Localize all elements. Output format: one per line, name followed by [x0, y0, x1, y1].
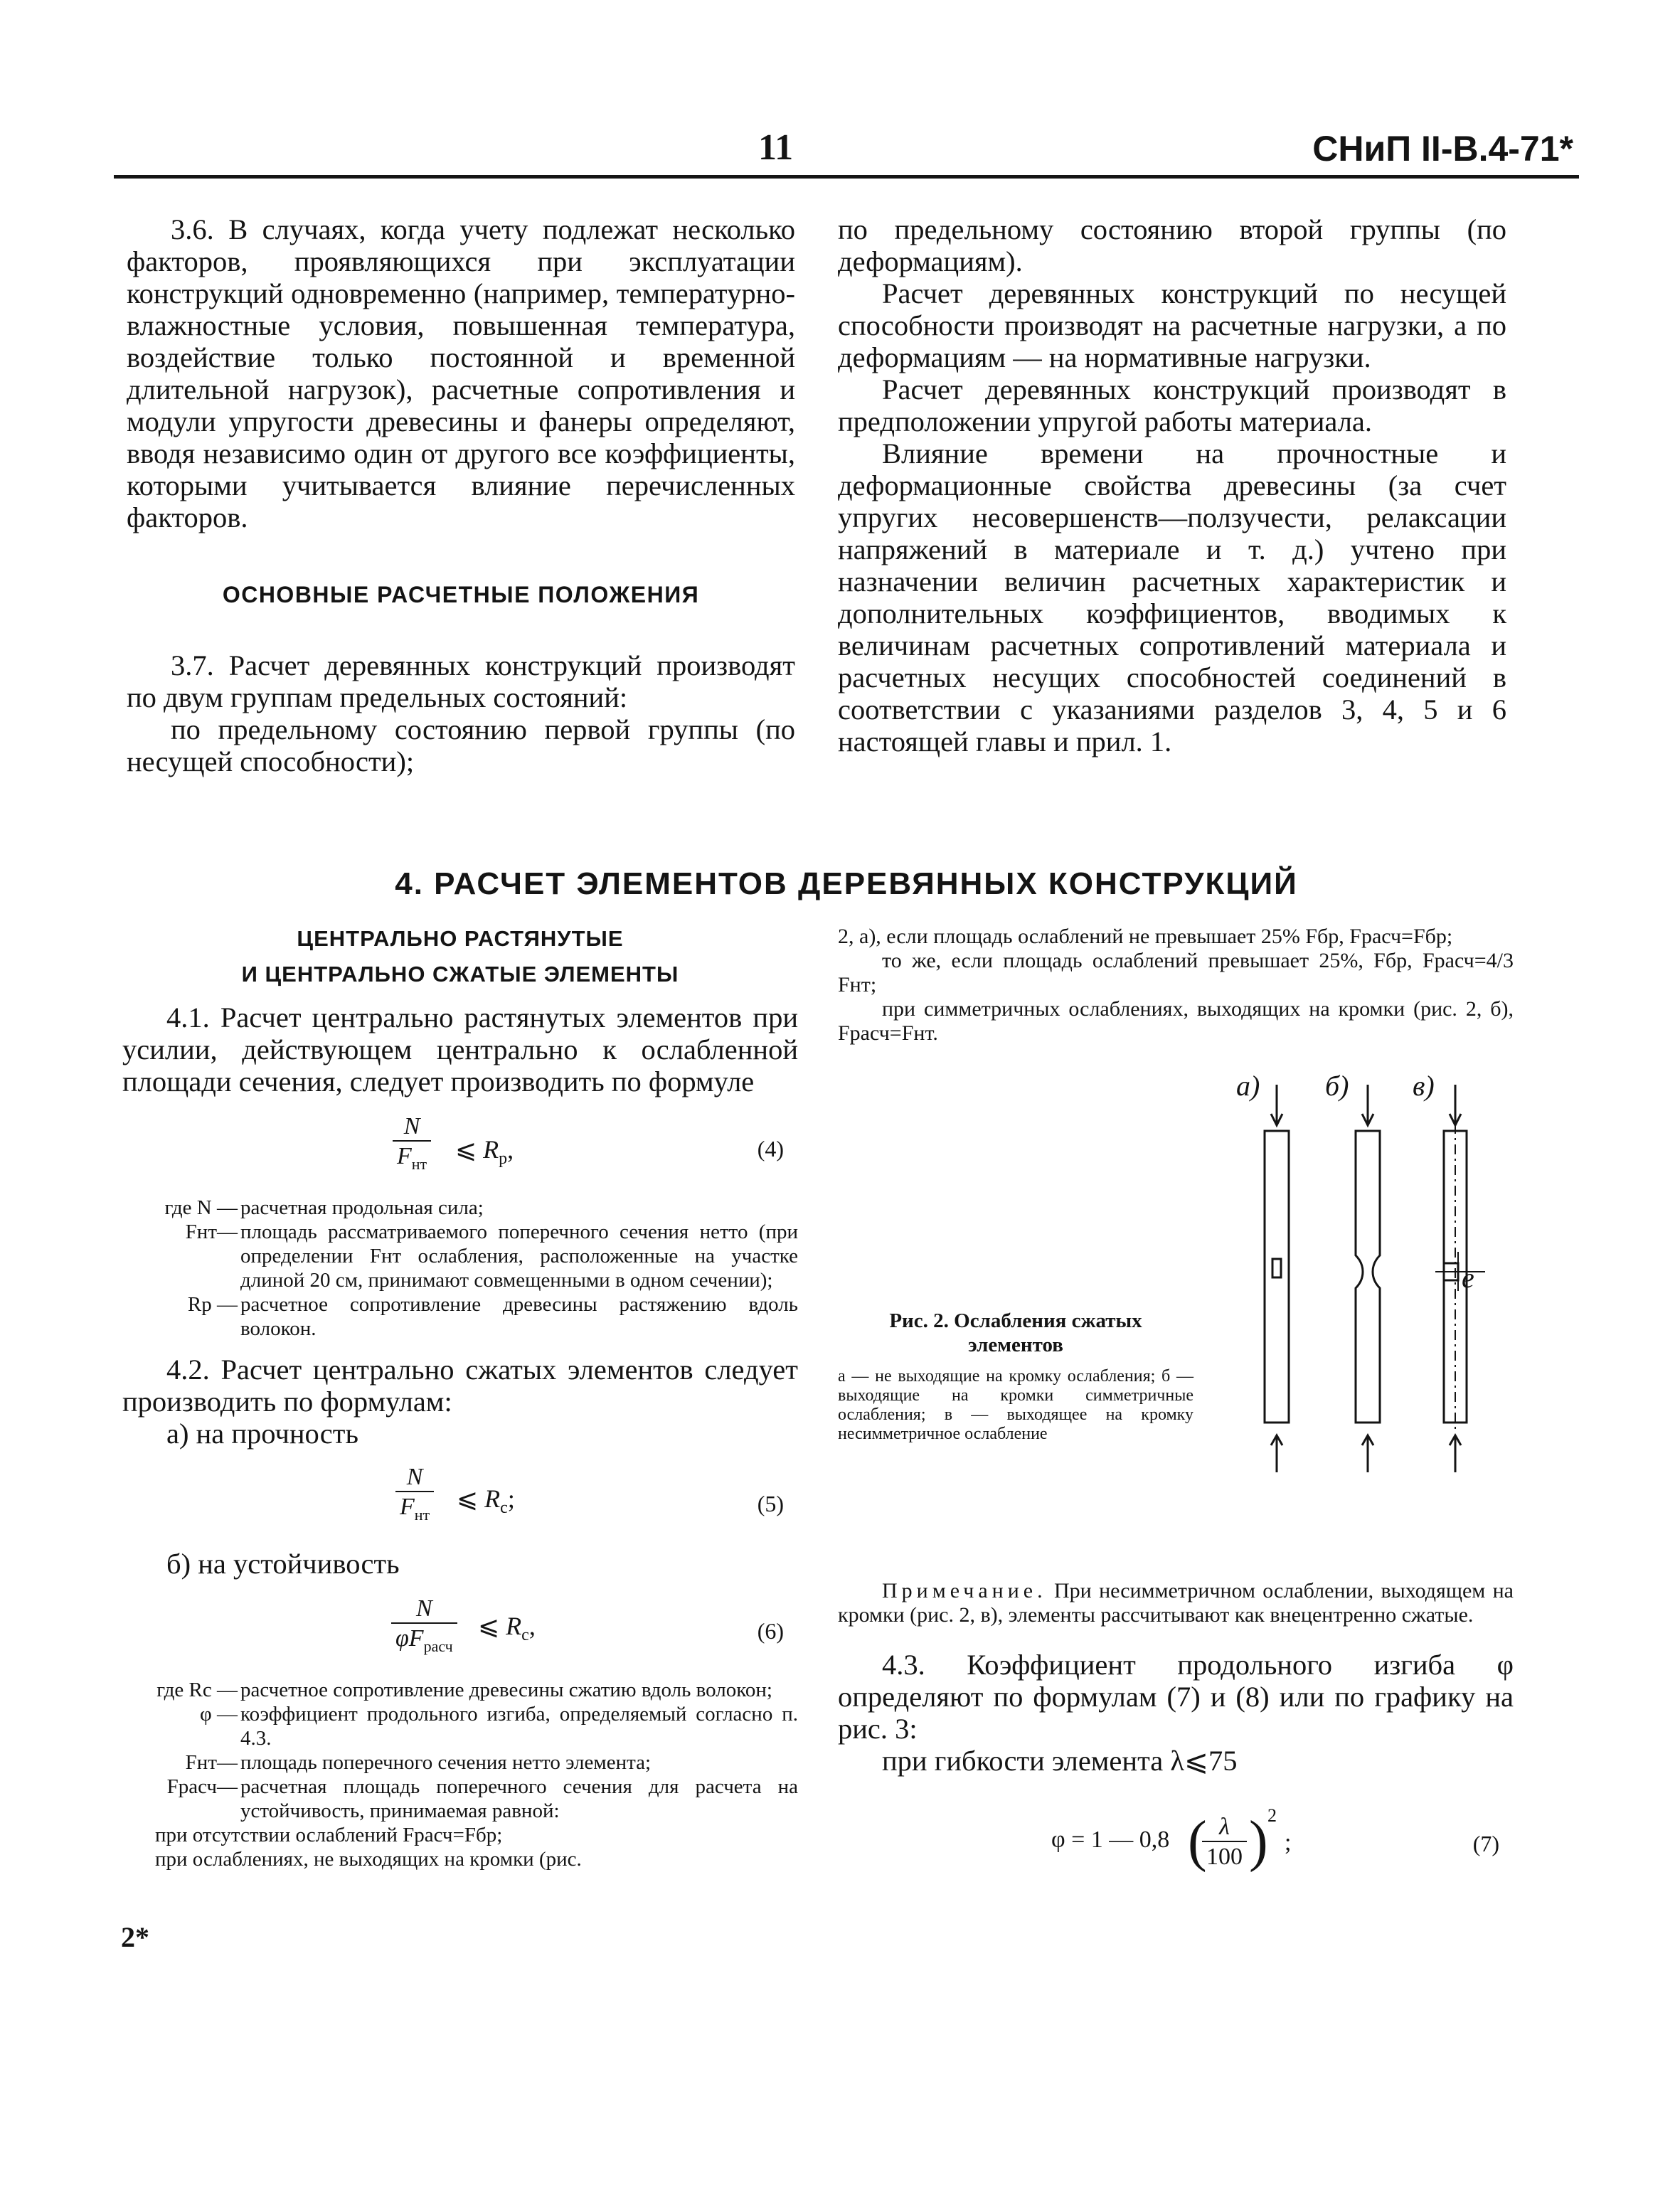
paragraph-3-7: 3.7. Расчет деревянных конструкций производят по двум группам предельных состояний:: [127, 649, 795, 713]
formula-6-fraction: N $\varphi F_{расч}$: [391, 1595, 457, 1656]
where-continuation: при отсутствии ослаблений Fрасч=Fбр;: [155, 1824, 503, 1846]
paragraph-4-3: 4.3. Коэффициент продольного изгиба φ определяют по формулам (7) и (8) или по графику на рис. 3:: [838, 1649, 1514, 1745]
formula-7-fraction: $\frac{\lambda}{100}$: [1202, 1814, 1247, 1871]
where-item: φ — коэффициент продольного изгиба, определяемый согласно п. 4.3.: [200, 1703, 798, 1750]
where-item: где Rс — расчетное сопротивление древесины сжатию вдоль волокон;: [156, 1679, 772, 1701]
formula-5-number: (5): [757, 1491, 784, 1516]
where-continuation: при ослаблениях, не выходящих на кромки (рис.: [155, 1848, 582, 1871]
formula-7-number: (7): [1472, 1831, 1499, 1856]
paragraph-second-group: по предельному состоянию второй группы (по деформациям).: [838, 213, 1506, 277]
header-rule: [114, 175, 1579, 179]
paragraph-elastic: Расчет деревянных конструкций производят в предположении упругой работы материала.: [838, 373, 1506, 437]
paragraph-3-6: 3.6. В случаях, когда учету подлежат несколько факторов, проявляющихся при эксплуатации конструкций одновременно (например, температурно-влажностные условия, повышенная температура, воздействие только постоянной и временной длительной нагрузок), расчетные сопротивления и модули упругости древесины и фанеры определяют, вводя независимо один от другого все коэффициенты, которыми учитывается влияние перечисленных факторов.: [127, 213, 795, 533]
where-list-1: [122, 1196, 798, 1341]
formula-5: [122, 1460, 798, 1538]
subsection-heading-line-2: И ЦЕНТРАЛЬНО СЖАТЫЕ ЭЛЕМЕНТЫ: [241, 962, 679, 987]
formula-4-numerator: N: [403, 1113, 420, 1139]
document-code: СНиП II-В.4-71*: [1312, 129, 1573, 169]
figure-caption-title-2: элементов: [968, 1334, 1063, 1356]
formula-5-rhs: ⩽ $R_с$;: [457, 1484, 515, 1518]
paragraph-loads: Расчет деревянных конструкций по несущей способности производят на расчетные нагрузки, а по деформациям — на нормативные нагрузки.: [838, 277, 1506, 373]
paragraph-time-influence: Влияние времени на прочностные и деформационные свойства древесины (за счет упругих несовершенств—ползучести, релаксации напряжений в материале и т. д.) учтено при назначении величин расчетных характеристик и дополнительных коэффициентов, вводимых к величинам расчетных сопротивлений материала и расчетных несущих способностей соединений в соответствии с указаниями разделов 3, 4, 5 и 6 настоящей главы и прил. 1.: [838, 437, 1506, 757]
weakening-a: [1272, 1259, 1281, 1277]
formula-7-paren-close: ): [1249, 1810, 1268, 1873]
section-heading: ОСНОВНЫЕ РАСЧЕТНЫЕ ПОЛОЖЕНИЯ: [222, 582, 700, 607]
right-column-top: [838, 213, 1506, 757]
figure-label-e: е: [1462, 1262, 1474, 1294]
formula-4-rhs: ⩽ $R_р$,: [455, 1135, 514, 1169]
continuation-text-2: то же, если площадь ослаблений превышает 25%, Fбр, Fрасч=4/3 Fнт;: [838, 949, 1514, 996]
figure-label-a: а): [1236, 1070, 1260, 1102]
figure-caption-title: Рис. 2. Ослабления сжатых: [889, 1309, 1142, 1332]
figure-2-caption: [838, 1309, 1193, 1444]
figure-2: [838, 1046, 1514, 1558]
paragraph-3-7-first-group: по предельному состоянию первой группы (по несущей способности);: [127, 713, 795, 777]
formula-4-fraction: [393, 1113, 431, 1174]
formula-7-paren-open: (: [1188, 1810, 1207, 1873]
note: Примечание. При несимметричном ослаблении, выходящем на кромки (рис. 2, в), элементы рассчитывают как внецентренно сжатые.: [838, 1579, 1514, 1627]
paragraph-4-2-a: а) на прочность: [166, 1418, 358, 1450]
formula-7-exponent: 2: [1267, 1805, 1277, 1826]
left-column-bottom: [122, 925, 798, 1871]
where-item: Fрасч— расчетная площадь поперечного сечения для расчета на устойчивость, принимаемая равной:: [166, 1775, 798, 1822]
left-column-top: [127, 213, 795, 777]
signature-mark: 2*: [121, 1921, 149, 1953]
formula-4-number: (4): [757, 1136, 784, 1161]
where-list-2: [122, 1678, 798, 1871]
formula-6-number: (6): [757, 1618, 784, 1644]
page-number: 11: [758, 127, 794, 168]
element-b: [1356, 1131, 1380, 1423]
paragraph-4-2-b: б) на устойчивость: [166, 1548, 400, 1580]
formula-7-tail: ;: [1285, 1829, 1292, 1856]
where-item: Rр — расчетное сопротивление древесины растяжению вдоль волокон.: [187, 1293, 798, 1340]
figure-label-b: б): [1325, 1070, 1349, 1102]
where-item: где N — расчетная продольная сила;: [164, 1196, 484, 1219]
formula-6-rhs: ⩽ $R_с$,: [478, 1612, 536, 1645]
figure-caption-body: а — не выходящие на кромку ослабления; б — выходящие на кромки симметричные ослабления; в — выходящее на кромку несимметричное ослабление: [838, 1367, 1193, 1443]
paragraph-4-2: 4.2. Расчет центрально сжатых элементов следует производить по формулам:: [122, 1354, 798, 1418]
formula-6: [122, 1590, 798, 1668]
continuation-text-3: при симметричных ослаблениях, выходящих на кромки (рис. 2, б), Fрасч=Fнт.: [838, 997, 1514, 1045]
formula-4-denominator: $F_{нт}$: [393, 1140, 431, 1174]
right-column-bottom: [838, 925, 1514, 1893]
paragraph-4-1: 4.1. Расчет центрально растянутых элементов при усилии, действующем центрально к ослабленной площади сечения, следует производить по формуле: [122, 1001, 798, 1097]
formula-7-lhs: φ = 1 — 0,8: [1051, 1827, 1170, 1853]
where-item: Fнт— площадь поперечного сечения нетто элемента;: [185, 1751, 652, 1774]
figure-2-drawing: [838, 1046, 1514, 1558]
continuation-text-1: 2, а), если площадь ослаблений не превышает 25% Fбр, Fрасч=Fбр;: [838, 925, 1453, 948]
formula-4: [122, 1107, 798, 1186]
subsection-heading-line-1: ЦЕНТРАЛЬНО РАСТЯНУТЫЕ: [297, 926, 624, 951]
formula-7: [838, 1798, 1514, 1883]
formula-5-fraction: N $F_{нт}$: [395, 1464, 434, 1524]
paragraph-4-3-a: при гибкости элемента λ⩽75: [882, 1745, 1238, 1777]
figure-label-c: в): [1413, 1070, 1435, 1102]
where-item: Fнт— площадь рассматриваемого поперечного сечения нетто (при определении Fнт ослабления, расположенные на участке длиной 20 см, принимают совмещенными в одном сечении);: [185, 1221, 798, 1292]
chapter-heading: 4. РАСЧЕТ ЭЛЕМЕНТОВ ДЕРЕВЯННЫХ КОНСТРУКЦИЙ: [395, 866, 1298, 901]
